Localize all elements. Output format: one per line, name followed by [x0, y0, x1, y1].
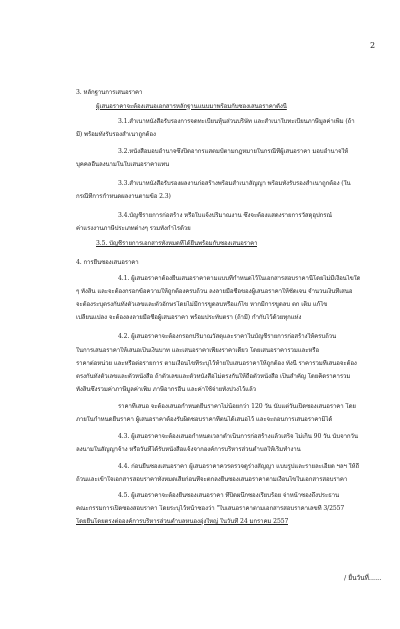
item-4-2-line-2: ในการเสนอราคาให้เสนอเป็นเงินบาท และเสนอราคาเพียงราคาเดียว โดยเสนอราคารวมและหรือ — [76, 347, 320, 354]
page-number: 2 — [370, 41, 376, 50]
item-3-1-line-1: 3.1.สำเนาหนังสือรับรองการจดทะเบียนหุ้นส่วนบริษัท และสำเนาใบทะเบียนภาษีมูลค่าเพิ่ม (ถ้า — [118, 118, 355, 125]
item-4-2-line-6: ราคาที่เสนอ จะต้องเสนอกำหนดยืนราคาไม่น้อยกว่า 120 วัน นับแต่วันเปิดซองเสนอราคา โดย — [118, 403, 356, 410]
item-4-2-line-4: ตรงกันทั้งตัวเลขและตัวหนังสือ ถ้าตัวเลขและตัวหนังสือไม่ตรงกันให้ถือตัวหนังสือ เป็นสำคัญ โดยคิดราคารวม — [76, 373, 351, 380]
item-4-1-line-3: จะต้องระบุตรงกันทั้งตัวเลขและตัวอักษรโดยไม่มีการขูดลบหรือแก้ไข หากมีการขูดลบ ตก เติม แก้ไข — [76, 301, 328, 308]
item-4-2-line-7: ภายในกำหนดยืนราคา ผู้เสนอราคาต้องรับผิดชอบราคาที่ตนได้เสนอไว้ และจะถอนการเสนอราคามิได้ — [76, 416, 333, 423]
item-4-1-line-4: เปลี่ยนแปลง จะต้องลงลายมือชื่อผู้เสนอราคา พร้อมประทับตรา (ถ้ามี) กำกับไว้ด้วยทุกแห่ง — [76, 314, 302, 321]
item-3-4-line-1: 3.4.บัญชีรายการก่อสร้าง หรือใบแจ้งปริมาณงาน ซึ่งจะต้องแสดงรายการวัสดุอุปกรณ์ — [118, 212, 332, 219]
item-4-2-line-5: ทั้งสิ้นซึ่งรวมค่าภาษีมูลค่าเพิ่ม ภาษีอากรอื่น และค่าใช้จ่ายทั้งปวงไว้แล้ว — [76, 386, 256, 393]
item-4-1-line-2: ๆ ทั้งสิ้น และจะต้องกรอกข้อความให้ถูกต้องครบถ้วน ลงลายมือชื่อของผู้เสนอราคาให้ชัดเจน จำนวนเงินที่เสนอ — [76, 288, 353, 295]
item-3-3-line-2: กรณีที่การกำหนดผลงานตามข้อ 2.3) — [76, 193, 171, 200]
continuation-footer: / ยื่นวันที่...... — [344, 574, 382, 582]
item-4-2-line-3: ราคาต่อหน่วย และหรือต่อรายการ ตามเงื่อนไขที่ระบุไว้ท้ายใบเสนอราคาให้ถูกต้อง ทั้งนี้ ราคารวมที่เสนอจะต้อง — [76, 360, 357, 367]
item-4-3-line-2: ลงนามในสัญญาจ้าง หรือวันที่ได้รับหนังสือแจ้งจากองค์การบริหารส่วนตำบลให้เริ่มทำงาน — [76, 446, 301, 453]
item-4-3-line-1: 4.3. ผู้เสนอราคาจะต้องเสนอกำหนดเวลาดำเนินการก่อสร้างแล้วเสร็จ ไม่เกิน 90 วัน นับจากวัน — [118, 433, 358, 440]
item-3-4-line-2: ค่าแรงงานภาษีประเภทต่างๆ รวมทั้งกำไรด้วย — [76, 225, 191, 232]
item-4-5-line-1: 4.5. ผู้เสนอราคาจะต้องยื่นซองเสนอราคา ที่ปิดผนึกซองเรียบร้อย จ่าหน้าซองถึงประธาน — [118, 492, 340, 499]
item-4-4-line-1: 4.4. ก่อนยื่นซองเสนอราคา ผู้เสนอราคาควรตรวจดูร่างสัญญา แบบรูปและรายละเอียด ฯลฯ ให้ถี่ — [118, 463, 360, 470]
item-3-5: 3.5. บัญชีรายการเอกสารทั้งหมดที่ได้ยื่นพร้อมกับซองเสนอราคา — [96, 240, 258, 247]
section-3-intro: ผู้เสนอราคาจะต้องเสนอเอกสารหลักฐานแนบมาพร้อมกับซองเสนอราคาดังนี้ — [96, 103, 287, 110]
item-4-1-line-1: 4.1. ผู้เสนอราคาต้องยื่นเสนอราคาตามแบบที่กำหนดไว้ในเอกสารสอบราคานี้โดยไม่มีเงื่อนไขใด — [118, 275, 361, 282]
item-4-5-line-3: โดยยื่นโดยตรงต่อองค์การบริหารส่วนตำบลหนองอุ่งใหญ่ ในวันที่ 24 มกราคม 2557 — [76, 518, 289, 525]
section-4-heading: 4. การยื่นซองเสนอราคา — [76, 259, 139, 266]
item-3-3-line-1: 3.3.สำเนาหนังสือรับรองผลงานก่อสร้างพร้อมสำเนาสัญญา พร้อมทั้งรับรองสำเนาถูกต้อง (ใน — [118, 180, 351, 187]
section-3-heading: 3. หลักฐานการเสนอราคา — [76, 89, 143, 96]
item-3-1-line-2: มี) พร้อมทั้งรับรองสำเนาถูกต้อง — [76, 131, 156, 138]
item-4-4-line-2: ถ้วนและเข้าใจเอกสารสอบราคาทั้งหมดเสียก่อนที่จะตกลงยื่นซองเสนอราคาตามเงื่อนไขในเอกสารสอบราคา — [76, 476, 348, 483]
item-4-2-line-1: 4.2. ผู้เสนอราคาจะต้องกรอกปริมาณวัสดุและราคาในบัญชีรายการก่อสร้างให้ครบถ้วน — [118, 333, 337, 340]
item-3-2-line-2: บุคคลอื่นลงนามในใบเสนอราคาแทน — [76, 161, 170, 168]
item-4-5-line-2: คณะกรรมการเปิดซองสอบราคา โดยระบุไว้หน้าซองว่า "ใบเสนอราคาตามเอกสารสอบราคาเลขที่ 3/2557 — [76, 505, 345, 512]
item-3-2-line-1: 3.2.หนังสือมอบอำนาจซึ่งปิดอากรแสตมป์ตามกฎหมายในกรณีที่ผู้เสนอราคา มอบอำนาจให้ — [118, 148, 349, 155]
